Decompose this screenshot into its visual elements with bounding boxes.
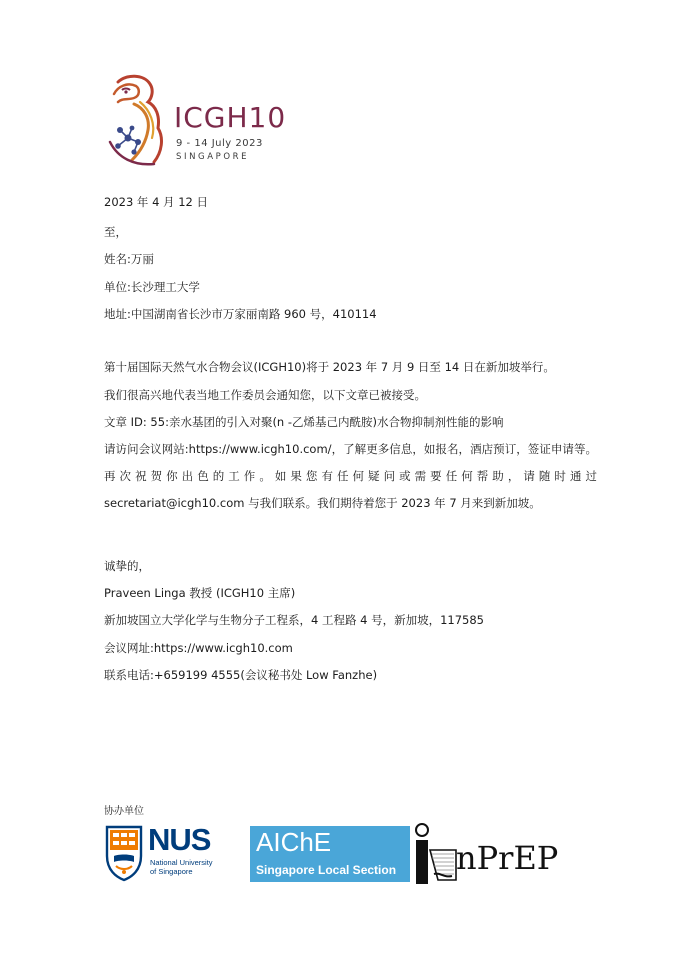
letter-date: 2023 年 4 月 12 日 — [104, 195, 208, 209]
logo-title: ICGH10 — [174, 101, 287, 134]
logo-dates: 9 - 14 July 2023 — [176, 138, 263, 149]
body-paragraph: 请访问会议网站:https://www.icgh10.com/，了解更多信息，如报名，酒店预订，签证申请等。再次祝贺你出色的工作。如果您有任何疑问或需要任何帮助，请随时通过secretariat@icgh10.com 与我们联系。我们期待着您于 2023 年 7 月来到新加坡。 — [104, 442, 597, 510]
recipient-name: 姓名:万丽 — [104, 252, 154, 266]
nus-logo — [104, 824, 230, 884]
contact-phone: 联系电话:+659199 4555(会议秘书处 Low Fanzhe) — [104, 668, 378, 682]
nus-wordmark: NUS — [148, 822, 211, 857]
cohost-label: 协办单位 — [104, 806, 144, 817]
aiche-subtitle: Singapore Local Section — [256, 863, 397, 877]
nus-shield-icon — [104, 824, 144, 882]
aiche-logo — [250, 826, 410, 882]
conference-website: 会议网址:https://www.icgh10.com — [104, 641, 293, 655]
inprep-mark-icon — [412, 822, 458, 886]
merlion-molecule-icon — [104, 72, 172, 168]
conference-logo — [104, 72, 287, 172]
nus-subtitle-1: National University — [150, 858, 213, 867]
body-line-2: 我们很高兴地代表当地工作委员会通知您，以下文章已被接受。 — [104, 388, 426, 402]
nus-subtitle-2: of Singapore — [150, 867, 193, 876]
signer-address: 新加坡国立大学化学与生物分子工程系，4 工程路 4 号，新加坡，117585 — [104, 613, 484, 627]
body-line-3: 文章 ID: 55:亲水基团的引入对聚(n -乙烯基己内酰胺)水合物抑制剂性能的影响 — [104, 415, 504, 429]
letter-to: 至， — [104, 225, 127, 239]
body-line-1: 第十届国际天然气水合物会议(ICGH10)将于 2023 年 7 月 9 日至 14 日在新加坡举行。 — [104, 360, 555, 374]
logo-city: SINGAPORE — [176, 152, 250, 162]
signer: Praveen Linga 教授 (ICGH10 主席) — [104, 586, 296, 600]
closing: 诚挚的， — [104, 559, 150, 573]
recipient-unit: 单位:长沙理工大学 — [104, 280, 200, 294]
recipient-address: 地址:中国湖南省长沙市万家丽南路 960 号，410114 — [104, 307, 377, 321]
aiche-wordmark: AIChE — [256, 827, 332, 857]
inprep-logo — [412, 822, 572, 886]
inprep-wordmark: nPrEP — [456, 839, 559, 877]
